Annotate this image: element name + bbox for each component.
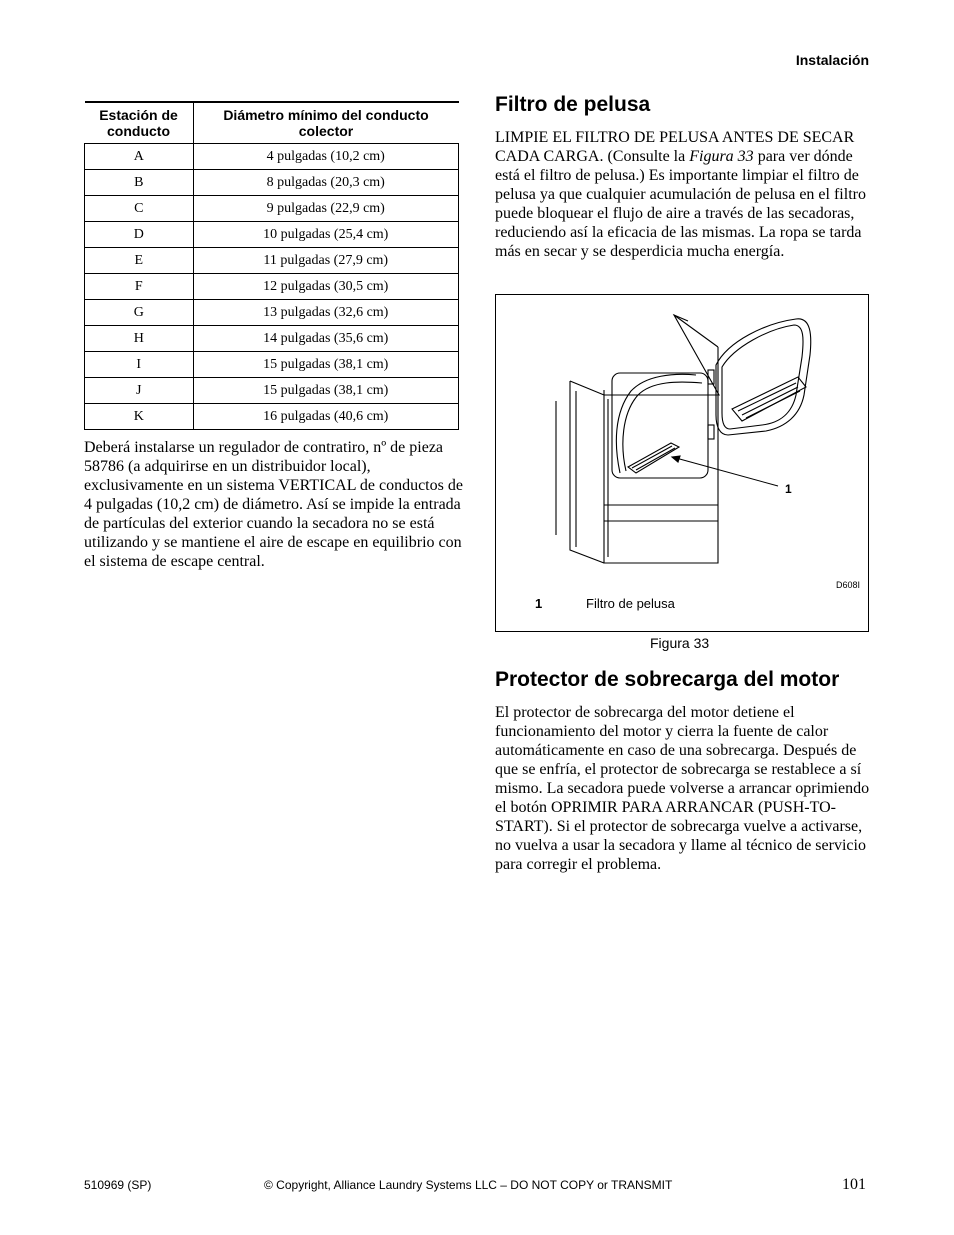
table-row — [85, 300, 459, 326]
diameter-cell: 12 pulgadas (30,5 cm) — [193, 274, 459, 300]
figure-caption: Figura 33 — [650, 635, 710, 651]
figure-33 — [495, 294, 869, 632]
table-row — [85, 404, 459, 430]
damper-paragraph: Deberá instalarse un regulador de contratiro, nº de pieza 58786 (a adquirirse en un distribuidor local), exclusivamente en un sistema VERTICAL de conductos de 4 pulgadas (10,2 cm) de diámetro. Así se impide la entrada de partículas del exterior cuando la secadora no se está utilizando y se mantiene el aire de escape en equilibrio con el sistema de escape central. — [84, 439, 463, 570]
diameter-cell: 15 pulgadas (38,1 cm) — [193, 378, 459, 404]
motor-protector-paragraph: El protector de sobrecarga del motor detiene el funcionamiento del motor y cierra la fuente de calor automáticamente en caso de una sobrecarga. Después de que se enfría, el protector de sobrecarga se restablece a sí mismo. La secadora puede volverse a arrancar oprimiendo el botón OPRIMIR PARA ARRANCAR (PUSH-TO-START). Si el protector de sobrecarga vuelve a activarse, no vuelva a usar la secadora y llame al técnico de servicio para corregir el problema. — [495, 704, 870, 873]
station-cell: B — [85, 170, 194, 196]
table-row — [85, 274, 459, 300]
diameter-cell: 15 pulgadas (38,1 cm) — [193, 352, 459, 378]
diameter-cell: 10 pulgadas (25,4 cm) — [193, 222, 459, 248]
station-cell: I — [85, 352, 194, 378]
station-cell: E — [85, 248, 194, 274]
station-cell: J — [85, 378, 194, 404]
station-cell: G — [85, 300, 194, 326]
duct-diameter-table — [84, 101, 459, 430]
lint-para-after: para ver dónde está el filtro de pelusa.) Es importante limpiar el filtro de pelusa ya que cualquier acumulación de pelusa en el filtro puede bloquear el flujo de aire a través de las secadoras, reduciendo así la eficacia de las mismas. La ropa se tarda más en secar y se desperdicia mucha energía. — [495, 148, 866, 260]
station-cell: C — [85, 196, 194, 222]
station-cell: H — [85, 326, 194, 352]
station-cell: F — [85, 274, 194, 300]
drawing-code: D608I — [835, 580, 860, 590]
diameter-cell: 14 pulgadas (35,6 cm) — [193, 326, 459, 352]
table-row — [85, 352, 459, 378]
lint-filter-heading: Filtro de pelusa — [495, 93, 651, 116]
legend-number: 1 — [535, 596, 543, 611]
footer-copyright: © Copyright, Alliance Laundry Systems LLC – DO NOT COPY or TRANSMIT — [264, 1178, 673, 1192]
table-row — [85, 326, 459, 352]
station-cell: A — [85, 144, 194, 170]
figure-reference-link: Figura 33 — [689, 148, 754, 165]
page-number: 101 — [842, 1176, 866, 1193]
dryer-illustration — [496, 295, 868, 631]
table-row — [85, 196, 459, 222]
table-row — [85, 144, 459, 170]
diameter-cell: 8 pulgadas (20,3 cm) — [193, 170, 459, 196]
diameter-cell: 11 pulgadas (27,9 cm) — [193, 248, 459, 274]
diameter-cell: 9 pulgadas (22,9 cm) — [193, 196, 459, 222]
callout-number: 1 — [785, 482, 792, 496]
section-header: Instalación — [795, 52, 869, 68]
table-row — [85, 378, 459, 404]
table-row — [85, 248, 459, 274]
motor-protector-heading: Protector de sobrecarga del motor — [495, 668, 840, 691]
footer-doc-number: 510969 (SP) — [84, 1178, 152, 1192]
station-cell: D — [85, 222, 194, 248]
legend-text: Filtro de pelusa — [586, 596, 675, 611]
lint-para-before: LIMPIE EL FILTRO DE PELUSA ANTES DE SECAR CADA CARGA. (Consulte la — [495, 129, 855, 165]
table-header-row — [85, 102, 459, 144]
station-cell: K — [85, 404, 194, 430]
lint-filter-paragraph — [495, 128, 871, 261]
diameter-cell: 16 pulgadas (40,6 cm) — [193, 404, 459, 430]
column-header-station: Estación de conducto — [85, 102, 194, 144]
column-header-diameter: Diámetro mínimo del conducto colector — [193, 102, 459, 144]
diameter-cell: 4 pulgadas (10,2 cm) — [193, 144, 459, 170]
table-row — [85, 170, 459, 196]
table-row — [85, 222, 459, 248]
diameter-cell: 13 pulgadas (32,6 cm) — [193, 300, 459, 326]
